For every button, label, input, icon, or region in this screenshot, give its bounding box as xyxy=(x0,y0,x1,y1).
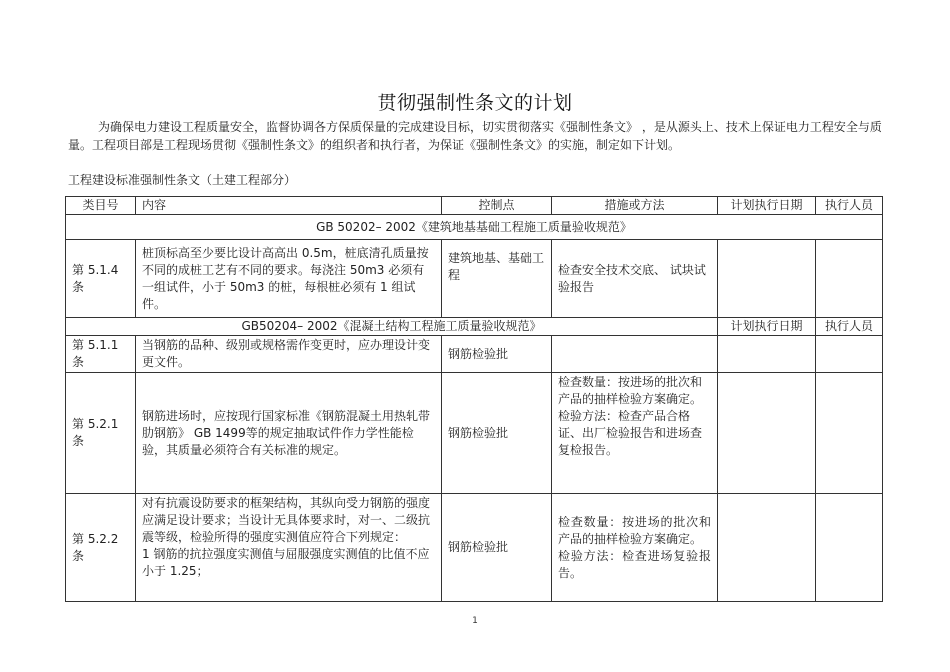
row-method xyxy=(552,336,718,373)
header-category: 类目号 xyxy=(66,197,136,215)
row-date xyxy=(718,494,816,602)
content-clause-1: 1 钢筋的抗拉强度实测值与屈服强度实测值的比值不应小于 1.25； xyxy=(142,547,430,578)
row-id: 第 5.2.2 条 xyxy=(66,494,136,602)
page-number: 1 xyxy=(472,616,478,626)
method-procedure: 检验方法：检查进场复验报告。 xyxy=(558,548,711,580)
section-title-gb50202: GB 50202– 2002《建筑地基基础工程施工质量验收规范》 xyxy=(66,215,883,240)
row-content xyxy=(136,494,442,602)
row-method xyxy=(552,494,718,602)
row-method: 检查安全技术交底、 试块试验报告 xyxy=(552,240,718,318)
standards-table xyxy=(65,196,883,602)
table-header-row xyxy=(66,197,883,215)
row-date xyxy=(718,336,816,373)
row-control: 钢筋检验批 xyxy=(442,494,552,602)
row-person xyxy=(816,373,883,494)
row-date xyxy=(718,373,816,494)
table-caption: 工程建设标准强制性条文（土建工程部分） xyxy=(68,173,297,187)
content-requirement: 对有抗震设防要求的框架结构，其纵向受力钢筋的强度应满足设计要求；当设计无具体要求时，对一、二级抗震等级，检验所得的强度实测值应符合下列规定： xyxy=(142,496,431,544)
row-date xyxy=(718,240,816,318)
header-control: 控制点 xyxy=(442,197,552,215)
method-quantity: 检查数量：按进场的批次和产品的抽样检验方案确定。 xyxy=(558,375,703,406)
row-person xyxy=(816,240,883,318)
row-method xyxy=(552,373,718,494)
section-title-gb50204: GB50204– 2002《混凝土结构工程施工质量验收规范》 xyxy=(66,318,718,336)
header-date: 计划执行日期 xyxy=(718,197,816,215)
intro-paragraph: 为确保电力建设工程质量安全，监督协调各方保质保量的完成建设目标，切实贯彻落实《强制性条文》 ，是从源头上、技术上保证电力工程安全与质量。工程项目部是工程现场贯彻《强制性条文》的组织者和执行者，为保证《强制性条文》的实施，制定如下计划。 xyxy=(68,120,882,152)
table-row xyxy=(66,494,883,602)
table-row xyxy=(66,373,883,494)
table-row xyxy=(66,240,883,318)
row-control: 建筑地基、基础工程 xyxy=(442,240,552,318)
page-title: 贯彻强制性条文的计划 xyxy=(377,92,573,114)
method-quantity: 检查数量：按进场的批次和产品的抽样检验方案确定。 xyxy=(558,514,711,546)
header-method: 措施或方法 xyxy=(552,197,718,215)
section-date-header: 计划执行日期 xyxy=(718,318,816,336)
method-procedure: 检验方法：检查产品合格证、出厂检验报告和进场查复检报告。 xyxy=(558,409,703,457)
row-id: 第 5.1.1 条 xyxy=(66,336,136,373)
section-row-gb50202 xyxy=(66,215,883,240)
row-person xyxy=(816,336,883,373)
row-content: 钢筋进场时，应按现行国家标准《钢筋混凝土用热轧带肋钢筋》 GB 1499等的规定抽取试件作力学性能检验，其质量必须符合有关标准的规定。 xyxy=(136,373,442,494)
header-content: 内容 xyxy=(136,197,442,215)
table-row xyxy=(66,336,883,373)
row-id: 第 5.1.4 条 xyxy=(66,240,136,318)
row-content: 当钢筋的品种、级别或规格需作变更时，应办理设计变更文件。 xyxy=(136,336,442,373)
row-content: 桩顶标高至少要比设计高高出 0.5m，桩底清孔质量按不同的成桩工艺有不同的要求。每浇注 50m3 必须有一组试件，小于 50m3 的桩，每根桩必须有 1 组试件。 xyxy=(136,240,442,318)
section-person-header: 执行人员 xyxy=(816,318,883,336)
row-id: 第 5.2.1 条 xyxy=(66,373,136,494)
header-person: 执行人员 xyxy=(816,197,883,215)
row-control: 钢筋检验批 xyxy=(442,336,552,373)
row-control: 钢筋检验批 xyxy=(442,373,552,494)
row-person xyxy=(816,494,883,602)
section-row-gb50204 xyxy=(66,318,883,336)
